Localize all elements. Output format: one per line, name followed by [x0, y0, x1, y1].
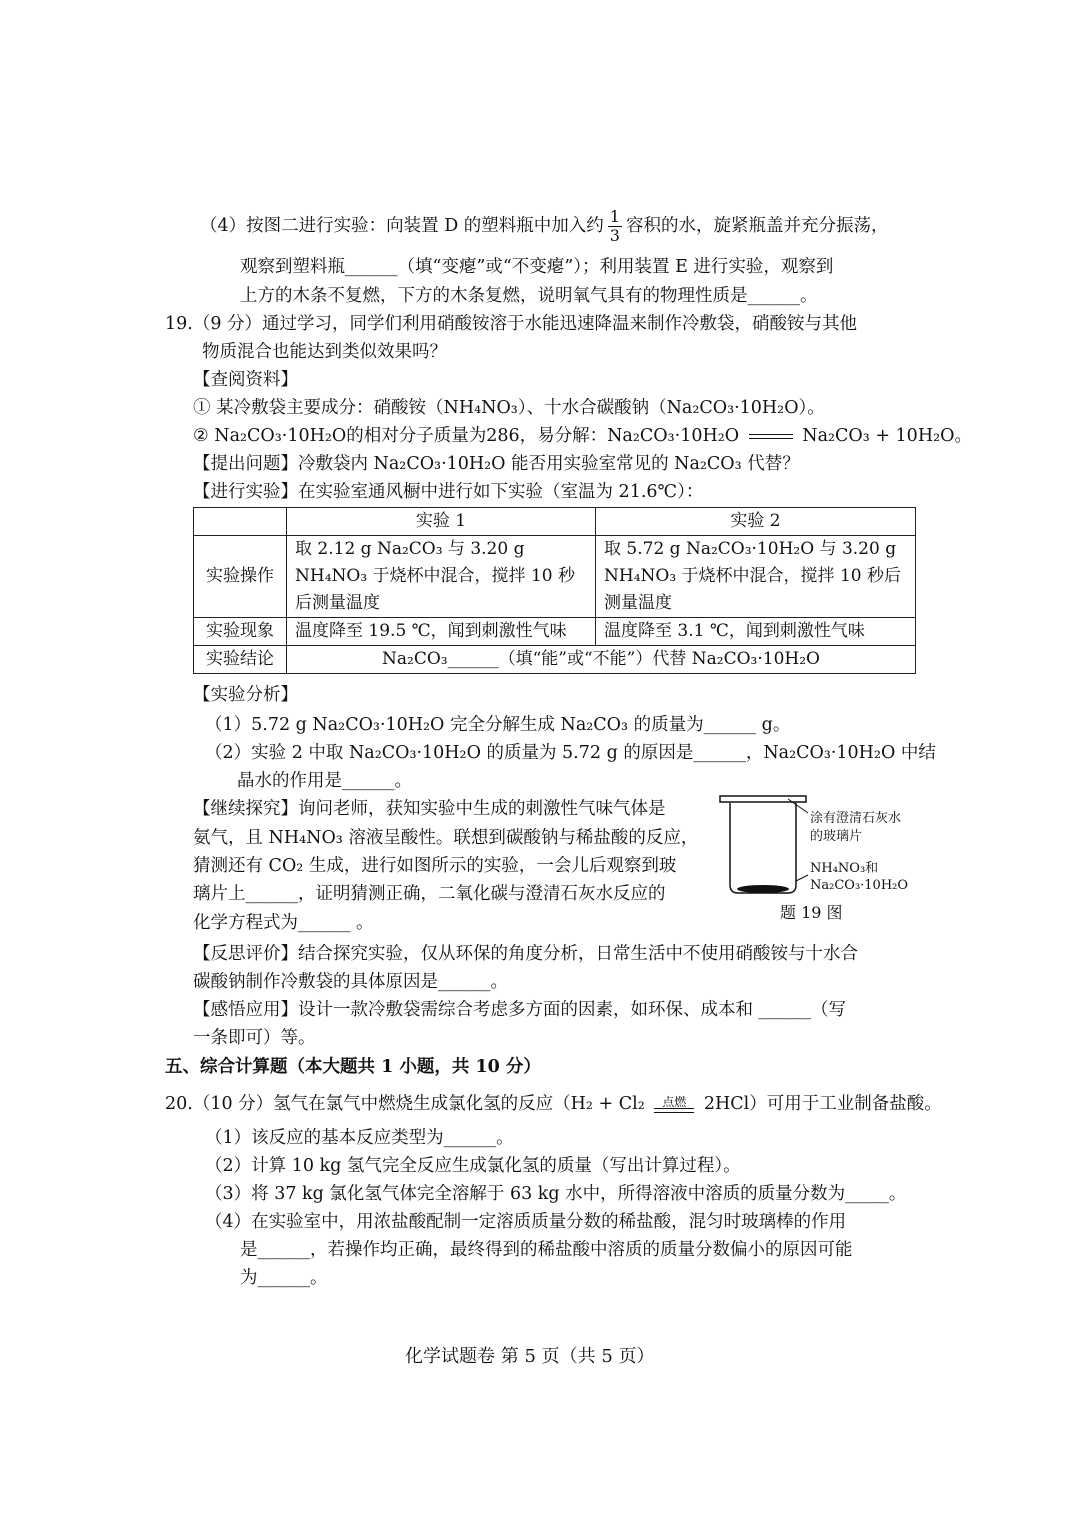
- q19-ref2-text-b: Na₂CO₃ + 10H₂O。: [802, 426, 972, 446]
- table-row: [194, 646, 916, 674]
- q19-explore-line3: 猜测还有 CO₂ 生成，进行如图所示的实验，一会儿后观察到玻: [193, 856, 677, 876]
- q19-explore-line4: 璃片上______，证明猜测正确，二氧化碳与澄清石灰水反应的: [193, 884, 666, 904]
- figure-label-slide-2: 的玻璃片: [810, 829, 863, 844]
- q20-part-1: （1）该反应的基本反应类型为______。: [205, 1128, 514, 1148]
- table-corner-cell: [194, 508, 287, 536]
- q19-reference-2: [193, 424, 972, 448]
- q20-part-3: （3）将 37 kg 氯化氢气体完全溶解于 63 kg 水中，所得溶液中溶质的质量分数为_____。: [205, 1184, 907, 1204]
- q18-4-text-a: （4）按图二进行实验：向装置 D 的塑料瓶中加入约: [200, 216, 604, 236]
- table-cell: Na₂CO₃______（填“能”或“不能”）代替 Na₂CO₃·10H₂O: [287, 646, 916, 674]
- mixture-pointer-line: [796, 875, 808, 881]
- table-cell: 取 2.12 g Na₂CO₃ 与 3.20 g NH₄NO₃ 于烧杯中混合，搅拌 10 秒后测量温度: [287, 536, 596, 618]
- fraction-denominator: 3: [609, 226, 620, 245]
- q19-analysis-heading: 【实验分析】: [193, 685, 298, 705]
- figure-label-slide-1: 涂有澄清石灰水: [810, 811, 902, 826]
- q19-explore-line5: 化学方程式为______ 。: [193, 913, 374, 933]
- table-header-row: [194, 508, 916, 536]
- figure-label-mixture-2: Na₂CO₃·10H₂O: [810, 878, 909, 893]
- q20-part-4-line2: 是______，若操作均正确，最终得到的稀盐酸中溶质的质量分数偏小的原因可能: [240, 1240, 853, 1260]
- q19-explore-line1: 【继续探究】询问老师，获知实验中生成的刺激性气味气体是: [193, 799, 666, 819]
- q19-intro-line1: 19.（9 分）通过学习，同学们利用硝酸铵溶于水能迅速降温来制作冷敷袋，硝酸铵与其他: [165, 314, 858, 334]
- table-cell: 取 5.72 g Na₂CO₃·10H₂O 与 3.20 g NH₄NO₃ 于烧杯中混合，搅拌 10 秒后测量温度: [596, 536, 916, 618]
- fraction-numerator: 1: [609, 207, 620, 226]
- equals-sign: [749, 434, 793, 439]
- q19-analysis-1: （1）5.72 g Na₂CO₃·10H₂O 完全分解生成 Na₂CO₃ 的质量为______ g。: [205, 715, 791, 735]
- figure-label-mixture-1: NH₄NO₃和: [810, 861, 879, 876]
- solid-mixture: [737, 885, 789, 893]
- beaker-outline: [730, 803, 796, 893]
- fraction-one-third: [608, 208, 622, 245]
- q20-intro: [165, 1092, 942, 1116]
- q19-experiment-intro: 【进行实验】在实验室通风橱中进行如下实验（室温为 21.6℃）：: [193, 482, 704, 502]
- table-row-label: 实验现象: [194, 618, 287, 646]
- q19-apply-line2: 一条即可）等。: [193, 1028, 316, 1048]
- q19-reflect-line1: 【反思评价】结合探究实验，仅从环保的角度分析，日常生活中不使用硝酸铵与十水合: [193, 944, 858, 964]
- q19-reflect-line2: 碳酸钠制作冷敷袋的具体原因是______。: [193, 972, 508, 992]
- beaker-figure: [718, 793, 928, 933]
- condition-label: 点燃: [662, 1095, 687, 1109]
- q20-intro-text-a: 20.（10 分）氢气在氯气中燃烧生成氯化氢的反应（H₂ + Cl₂: [165, 1094, 645, 1114]
- q18-4-line3: 上方的木条不复燃，下方的木条复燃，说明氧气具有的物理性质是______。: [240, 286, 818, 306]
- table-header-exp1: 实验 1: [287, 508, 596, 536]
- q20-part-4-line1: （4）在实验室中，用浓盐酸配制一定溶质质量分数的稀盐酸，混匀时玻璃棒的作用: [205, 1212, 847, 1232]
- q18-4-line2: 观察到塑料瓶______（填“变瘪”或“不变瘪”）；利用装置 E 进行实验，观察到: [240, 257, 834, 277]
- q19-apply-line1: 【感悟应用】设计一款冷敷袋需综合考虑多方面的因素，如环保、成本和 ______（写: [193, 1000, 847, 1020]
- reaction-condition: [654, 1096, 694, 1113]
- q18-4-line1: [200, 208, 888, 245]
- equals-bars: [749, 434, 793, 439]
- q19-ref2-text-a: ② Na₂CO₃·10H₂O的相对分子质量为286，易分解：Na₂CO₃·10H₂O: [193, 426, 740, 446]
- table-cell: 温度降至 3.1 ℃，闻到刺激性气味: [596, 618, 916, 646]
- q19-intro-line2: 物质混合也能达到类似效果吗？: [202, 342, 447, 362]
- q19-question: 【提出问题】冷敷袋内 Na₂CO₃·10H₂O 能否用实验室常见的 Na₂CO₃ 代替？: [193, 454, 800, 474]
- q19-analysis-2-line2: 晶水的作用是______。: [237, 771, 412, 791]
- figure-caption: 题 19 图: [780, 903, 843, 922]
- q20-part-2: （2）计算 10 kg 氢气完全反应生成氯化氢的质量（写出计算过程）。: [205, 1156, 741, 1176]
- q20-part-4-line3: 为______。: [240, 1268, 328, 1288]
- q18-4-text-b: 容积的水，旋紧瓶盖并充分振荡，: [625, 216, 889, 236]
- table-header-exp2: 实验 2: [596, 508, 916, 536]
- q19-explore-line2: 氨气，且 NH₄NO₃ 溶液呈酸性。联想到碳酸钠与稀盐酸的反应，: [193, 828, 699, 848]
- q19-reference-heading: 【查阅资料】: [193, 370, 298, 390]
- table-row: [194, 536, 916, 618]
- table-row-label: 实验结论: [194, 646, 287, 674]
- glass-slide: [720, 796, 806, 802]
- page-footer: 化学试题卷 第 5 页（共 5 页）: [405, 1346, 655, 1367]
- q19-analysis-2-line1: （2）实验 2 中取 Na₂CO₃·10H₂O 的质量为 5.72 g 的原因是______，Na₂CO₃·10H₂O 中结: [205, 743, 936, 763]
- section-5-heading: 五、综合计算题（本大题共 1 小题，共 10 分）: [165, 1057, 541, 1077]
- table-row: [194, 618, 916, 646]
- q20-intro-text-b: 2HCl）可用于工业制备盐酸。: [703, 1094, 942, 1114]
- table-cell: 温度降至 19.5 ℃，闻到刺激性气味: [287, 618, 596, 646]
- experiment-table: [193, 507, 916, 674]
- q19-reference-1: ① 某冷敷袋主要成分：硝酸铵（NH₄NO₃）、十水合碳酸钠（Na₂CO₃·10H₂O）。: [193, 398, 825, 418]
- table-row-label: 实验操作: [194, 536, 287, 618]
